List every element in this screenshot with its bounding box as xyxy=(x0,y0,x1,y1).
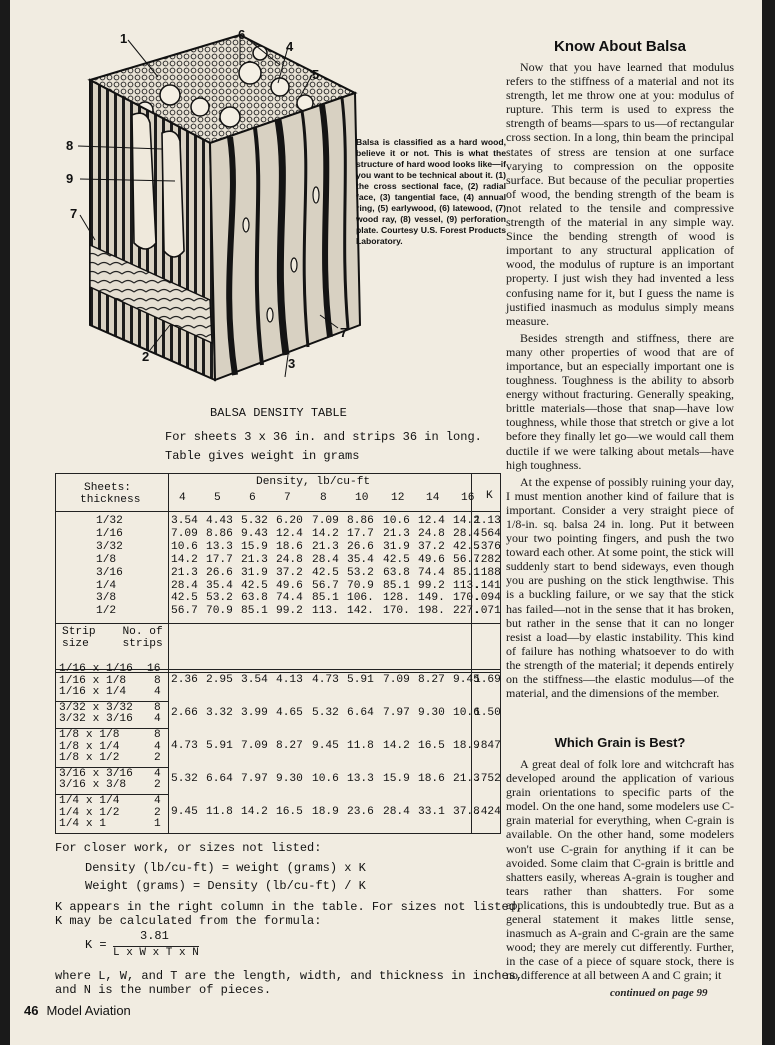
density-col-header: 16 xyxy=(461,492,475,504)
formula-intro: For closer work, or sizes not listed: xyxy=(55,841,322,855)
strip-count-cell: 16 xyxy=(147,663,161,675)
weight-cell: 42.5 xyxy=(241,579,268,592)
weight-cell: 4.73 xyxy=(171,740,198,753)
weight-cell: 3.32 xyxy=(206,707,233,720)
strip-size-cell: 1/4 x 1 xyxy=(59,818,106,831)
weight-cell: 21.3 xyxy=(171,566,198,579)
weight-cell: 24.8 xyxy=(418,527,445,540)
table-subtitle-line-2: Table gives weight in grams xyxy=(165,449,360,463)
density-col-header: 14 xyxy=(426,492,440,504)
where-line-1: where L, W, and T are the length, width, and thickness in inches, xyxy=(55,969,524,983)
strip-count-cell: 4 xyxy=(154,795,161,807)
weight-cell: 128. xyxy=(383,592,410,605)
weight-cell: 8.27 xyxy=(276,740,303,753)
sheet-thickness-cell: 3/32 xyxy=(96,540,123,553)
illustration-caption: Balsa is classified as a hard wood, believe it or not. This is what the structure of hard wood looks like—if you want to be technical about it. (1) the cross sectional face, (2) radial face, (3) tangential face, (4) annual ring, (5) earlywood, (6) latewood, (7) wood ray, (8) vessel, (9) perforation plate. Courtesy U.S. Forest Products Laboratory. xyxy=(356,137,506,246)
weight-cell: 198. xyxy=(418,605,445,618)
weight-cell: 15.9 xyxy=(241,540,268,553)
weight-cell: 9.43 xyxy=(241,527,268,540)
weight-cell: 11.8 xyxy=(347,740,374,753)
k-value-cell: 1.69 xyxy=(474,674,501,687)
weight-cell: 26.6 xyxy=(206,566,233,579)
strip-size-cell: 1/16 x 1/4 xyxy=(59,686,127,699)
strip-size-cell: 1/8 x 1/4 xyxy=(59,740,120,753)
weight-cell: 5.91 xyxy=(206,740,233,753)
strip-size-cell: 3/16 x 3/16 xyxy=(59,767,133,780)
label-9: 9 xyxy=(66,171,74,186)
k-value-cell: 1.13 xyxy=(474,515,501,527)
k-value-cell: .282 xyxy=(474,553,501,566)
weight-cell: 42.5 xyxy=(453,540,480,553)
weight-cell: 85.1 xyxy=(383,579,410,592)
weight-cell: 18.9 xyxy=(453,740,480,753)
weight-cell: 21.3 xyxy=(312,540,339,553)
weight-cell: 106. xyxy=(347,592,374,605)
sheet-thickness-cell: 3/16 xyxy=(96,566,123,579)
sheet-thickness-cell: 1/32 xyxy=(96,515,123,527)
weight-cell: 4.43 xyxy=(206,515,233,527)
table-subtitle-line-1: For sheets 3 x 36 in. and strips 36 in long. xyxy=(165,430,482,444)
weight-cell: 17.7 xyxy=(206,553,233,566)
weight-cell: 170. xyxy=(383,605,410,618)
table-title: BALSA DENSITY TABLE xyxy=(210,406,347,420)
density-col-header: 6 xyxy=(249,492,256,504)
weight-cell: 56.7 xyxy=(171,605,198,618)
strip-size-header xyxy=(62,627,163,638)
weight-cell: 37.2 xyxy=(276,566,303,579)
weight-cell: 113. xyxy=(453,579,480,592)
k-formula-numerator: 3.81 xyxy=(140,929,169,943)
k-value-cell: .141 xyxy=(474,579,501,592)
strip-count-header xyxy=(62,639,163,650)
density-col-header: 8 xyxy=(320,492,327,504)
weight-cell: 85.1 xyxy=(312,592,339,605)
weight-cell: 37.2 xyxy=(418,540,445,553)
continued-note: continued on page 99 xyxy=(610,987,708,999)
weight-cell: 14.2 xyxy=(171,553,198,566)
strip-count-cell: 1 xyxy=(154,818,161,831)
balsa-density-table xyxy=(55,473,501,834)
k-explanation-line-2: K may be calculated from the formula: xyxy=(55,914,322,928)
sheet-thickness-cell: 1/4 xyxy=(96,579,117,592)
density-formula: Density (lb/cu-ft) = weight (grams) x K xyxy=(85,861,366,875)
weight-cell: 42.5 xyxy=(383,553,410,566)
weight-cell: 16.5 xyxy=(418,740,445,753)
weight-cell: 35.4 xyxy=(347,553,374,566)
weight-cell: 28.4 xyxy=(312,553,339,566)
weight-cell: 8.86 xyxy=(347,515,374,527)
weight-cell: 4.13 xyxy=(276,674,303,687)
k-value-cell: .424 xyxy=(474,806,501,819)
density-col-header: 5 xyxy=(214,492,221,504)
k-value-cell: 1.50 xyxy=(474,707,501,720)
strip-count-cell: 2 xyxy=(154,752,161,765)
strip-size-cell: 1/8 x 1/2 xyxy=(59,752,120,765)
weight-cell: 99.2 xyxy=(418,579,445,592)
weight-cell: 10.6 xyxy=(171,540,198,553)
where-line-2: and N is the number of pieces. xyxy=(55,983,272,997)
weight-cell: 2.66 xyxy=(171,707,198,720)
weight-cell: 53.2 xyxy=(347,566,374,579)
strip-size-cell: 3/32 x 3/32 xyxy=(59,701,133,714)
weight-cell: 28.4 xyxy=(171,579,198,592)
strip-size-cell: 1/4 x 1/4 xyxy=(59,795,120,807)
weight-cell: 7.09 xyxy=(171,527,198,540)
k-value-cell: .094 xyxy=(474,592,501,605)
strip-header-strips: strips xyxy=(122,638,163,650)
weight-cell: 6.20 xyxy=(276,515,303,527)
weight-cell: 6.64 xyxy=(206,773,233,786)
article-column-bottom xyxy=(506,757,734,986)
weight-cell: 12.4 xyxy=(276,527,303,540)
label-7-right: 7 xyxy=(340,325,348,340)
density-col-header: 10 xyxy=(355,492,369,504)
weight-cell: 31.9 xyxy=(383,540,410,553)
strip-header-strip: Strip xyxy=(62,626,96,638)
weight-cell: 7.97 xyxy=(241,773,268,786)
weight-cell: 3.54 xyxy=(171,515,198,527)
heading-which-grain: Which Grain is Best? xyxy=(554,735,686,750)
weight-cell: 14.2 xyxy=(383,740,410,753)
strip-count-cell: 2 xyxy=(154,806,161,819)
weight-cell: 14.2 xyxy=(312,527,339,540)
weight-cell: 74.4 xyxy=(418,566,445,579)
weight-cell: 5.32 xyxy=(312,707,339,720)
label-1: 1 xyxy=(120,31,128,46)
weight-cell: 11.8 xyxy=(206,806,233,819)
strip-count-cell: 4 xyxy=(154,740,161,753)
density-header: Density, lb/cu-ft xyxy=(256,476,371,488)
weight-formula: Weight (grams) = Density (lb/cu-ft) / K xyxy=(85,879,366,893)
k-explanation-line-1: K appears in the right column in the table. For sizes not listed, xyxy=(55,900,524,914)
weight-cell: 14.2 xyxy=(241,806,268,819)
thickness-header: thickness xyxy=(80,494,141,506)
weight-cell: 13.3 xyxy=(206,540,233,553)
weight-cell: 7.09 xyxy=(241,740,268,753)
weight-cell: 42.5 xyxy=(171,592,198,605)
strip-count-cell: 8 xyxy=(154,674,161,687)
magazine-name: Model Aviation xyxy=(46,1003,131,1018)
label-4: 4 xyxy=(286,39,294,54)
label-2: 2 xyxy=(142,349,150,364)
weight-cell: 21.3 xyxy=(383,527,410,540)
weight-cell: 7.97 xyxy=(383,707,410,720)
weight-cell: 9.45 xyxy=(171,806,198,819)
table-subtitle xyxy=(165,428,482,466)
strip-count-cell: 2 xyxy=(154,779,161,792)
density-col-header: 7 xyxy=(284,492,291,504)
k-value-cell: .071 xyxy=(474,605,501,618)
strip-size-cell: 3/32 x 3/16 xyxy=(59,713,133,726)
k-value-cell: .847 xyxy=(474,740,501,753)
strip-count-cell: 8 xyxy=(154,701,161,714)
article-column-top xyxy=(506,60,734,703)
weight-cell: 7.09 xyxy=(312,515,339,527)
label-8: 8 xyxy=(66,138,74,153)
label-5: 5 xyxy=(312,67,320,82)
strip-size-cell: 1/4 x 1/2 xyxy=(59,806,120,819)
article-paragraph: At the expense of possibly ruining your day, I must mention another kind of failure that is important. Consider a very straight piece of 1/8-in. sq. balsa 24 in. long. Put it between your two pointing fingers, and push the two toward each other. At some point, the stick will suddenly start to bend sideways, even though you are pushing on the stick lengthwise. This is a buckling failure, or we say that the stick has failed—not in the sense that it has broken, but rather in the sense that it can no longer resist a load—by elastic instability. This kind of failure has nothing whatsoever to do with the strength of the material; it depends entirely on the stiffness—the elastic modulus—of the material, and the dimensions of the member. xyxy=(506,474,734,701)
weight-cell: 63.8 xyxy=(241,592,268,605)
k-formula-denominator: L x W x T x N xyxy=(113,947,199,959)
k-header: K xyxy=(486,490,493,502)
weight-cell: 8.86 xyxy=(206,527,233,540)
weight-cell: 13.3 xyxy=(347,773,374,786)
weight-cell: 3.99 xyxy=(241,707,268,720)
strip-count-cell: 4 xyxy=(154,713,161,726)
weight-cell: 9.45 xyxy=(312,740,339,753)
weight-cell: 35.4 xyxy=(206,579,233,592)
page-number: 46 xyxy=(24,1003,39,1018)
sheet-thickness-cell: 1/16 xyxy=(96,527,123,540)
label-3: 3 xyxy=(288,356,296,371)
wood-structure-illustration xyxy=(50,25,370,390)
weight-cell: 7.09 xyxy=(383,674,410,687)
weight-cell: 227. xyxy=(453,605,480,618)
strip-size-cell: 1/16 x 1/16 xyxy=(59,663,133,675)
sheet-thickness-cell: 1/2 xyxy=(96,605,117,618)
weight-cell: 85.1 xyxy=(453,566,480,579)
weight-cell: 31.9 xyxy=(241,566,268,579)
magazine-page xyxy=(10,0,762,1045)
strip-size-cell: 1/8 x 1/8 xyxy=(59,729,120,741)
weight-cell: 10.6 xyxy=(383,515,410,527)
strip-size-cell: 3/16 x 3/8 xyxy=(59,779,127,792)
strip-count-cell: 8 xyxy=(154,729,161,741)
weight-cell: 5.32 xyxy=(171,773,198,786)
weight-cell: 18.9 xyxy=(312,806,339,819)
weight-cell: 28.4 xyxy=(453,527,480,540)
weight-cell: 28.4 xyxy=(383,806,410,819)
density-col-header: 12 xyxy=(391,492,405,504)
weight-cell: 26.6 xyxy=(347,540,374,553)
k-value-cell: .376 xyxy=(474,540,501,553)
k-value-cell: .188 xyxy=(474,566,501,579)
weight-cell: 18.6 xyxy=(418,773,445,786)
weight-cell: 149. xyxy=(418,592,445,605)
weight-cell: 63.8 xyxy=(383,566,410,579)
weight-cell: 4.73 xyxy=(312,674,339,687)
weight-cell: 37.8 xyxy=(453,806,480,819)
page-footer xyxy=(24,1003,131,1018)
weight-cell: 49.6 xyxy=(276,579,303,592)
weight-cell: 18.6 xyxy=(276,540,303,553)
weight-cell: 6.64 xyxy=(347,707,374,720)
weight-cell: 33.1 xyxy=(418,806,445,819)
k-formula-lhs: K = xyxy=(85,938,107,952)
weight-cell: 12.4 xyxy=(418,515,445,527)
weight-cell: 85.1 xyxy=(241,605,268,618)
density-col-header: 4 xyxy=(179,492,186,504)
label-7-left: 7 xyxy=(70,206,78,221)
weight-cell: 10.6 xyxy=(312,773,339,786)
weight-cell: 70.9 xyxy=(206,605,233,618)
strip-size-cell: 1/16 x 1/8 xyxy=(59,674,127,687)
weight-cell: 9.30 xyxy=(276,773,303,786)
weight-cell: 17.7 xyxy=(347,527,374,540)
k-value-cell: .752 xyxy=(474,773,501,786)
label-6: 6 xyxy=(238,27,246,42)
weight-cell: 15.9 xyxy=(383,773,410,786)
weight-cell: 99.2 xyxy=(276,605,303,618)
weight-cell: 14.2 xyxy=(453,515,480,527)
weight-cell: 24.8 xyxy=(276,553,303,566)
article-paragraph: Besides strength and stiffness, there are many other properties of wood that are of importance, but an especially important one is toughness. Toughness is the ability to absorb energy without fracturing. Generally speaking, brittle materials—those that snap—have low toughness, while those that stretch or give a lot before they finally let go—we would call them ductile if we were talking about metals—have high toughness. xyxy=(506,330,734,472)
k-value-cell: .564 xyxy=(474,527,501,540)
weight-cell: 23.6 xyxy=(347,806,374,819)
weight-cell: 74.4 xyxy=(276,592,303,605)
article-paragraph: Now that you have learned that modulus refers to the stiffness of a material and not its strength, let me throw one at you: modulus of rupture. This term is used to express the strength of beams—spars to us—of rectangular cross section. In a long, thin beam the principal states of stress are tension at one surface varying to compression on the opposite surface. But because of the peculiar properties of wood, the bending strength of the beam is not related to the tensile and compressive strength of the material in any simple way. Since the bending strength of wood is important to any structural application of wood, the modulus of rupture is an important property. I just wish they had invented a less confusing name for it, but I guess the name is justified inasmuch as modulus simply means measure. xyxy=(506,60,734,328)
strip-header-size: size xyxy=(62,638,89,650)
sheet-thickness-cell: 3/8 xyxy=(96,592,117,605)
weight-cell: 3.54 xyxy=(241,674,268,687)
weight-cell: 9.30 xyxy=(418,707,445,720)
weight-cell: 170. xyxy=(453,592,480,605)
weight-cell: 21.3 xyxy=(241,553,268,566)
weight-cell: 21.3 xyxy=(453,773,480,786)
weight-cell: 2.95 xyxy=(206,674,233,687)
sheet-thickness-cell: 1/8 xyxy=(96,553,117,566)
weight-cell: 53.2 xyxy=(206,592,233,605)
weight-cell: 4.65 xyxy=(276,707,303,720)
weight-cell: 2.36 xyxy=(171,674,198,687)
weight-cell: 113. xyxy=(312,605,339,618)
sheets-header: Sheets: xyxy=(84,482,131,494)
weight-cell: 56.7 xyxy=(453,553,480,566)
strip-header-no-of: No. of xyxy=(122,626,163,638)
weight-cell: 56.7 xyxy=(312,579,339,592)
weight-cell: 42.5 xyxy=(312,566,339,579)
weight-cell: 5.32 xyxy=(241,515,268,527)
weight-cell: 70.9 xyxy=(347,579,374,592)
heading-know-about-balsa: Know About Balsa xyxy=(554,38,686,55)
weight-cell: 142. xyxy=(347,605,374,618)
weight-cell: 49.6 xyxy=(418,553,445,566)
weight-cell: 10.6 xyxy=(453,707,480,720)
article-paragraph: A great deal of folk lore and witchcraft has developed around the application of various grain orientations to specific parts of the model. On the one hand, some modelers use C-grain material for everything, when C-grain is available. On the other hand, some modelers won't use C-grain for anything if it can be avoided. Some claim that C-grain is brittle and shatters easily, whereas A-grain is tougher and tears rather than shatters. For some applications, this is undoubtedly true. But as a general statement it makes little sense, inasmuch as A-grain and C-grain are the same wood; they are merely cut differently. Further, in the case of a piece of square stock, there is no difference at all between A and C grain; it xyxy=(506,757,734,983)
weight-cell: 8.27 xyxy=(418,674,445,687)
strip-count-cell: 4 xyxy=(154,767,161,780)
strip-count-cell: 4 xyxy=(154,686,161,699)
weight-cell: 5.91 xyxy=(347,674,374,687)
weight-cell: 9.45 xyxy=(453,674,480,687)
weight-cell: 16.5 xyxy=(276,806,303,819)
